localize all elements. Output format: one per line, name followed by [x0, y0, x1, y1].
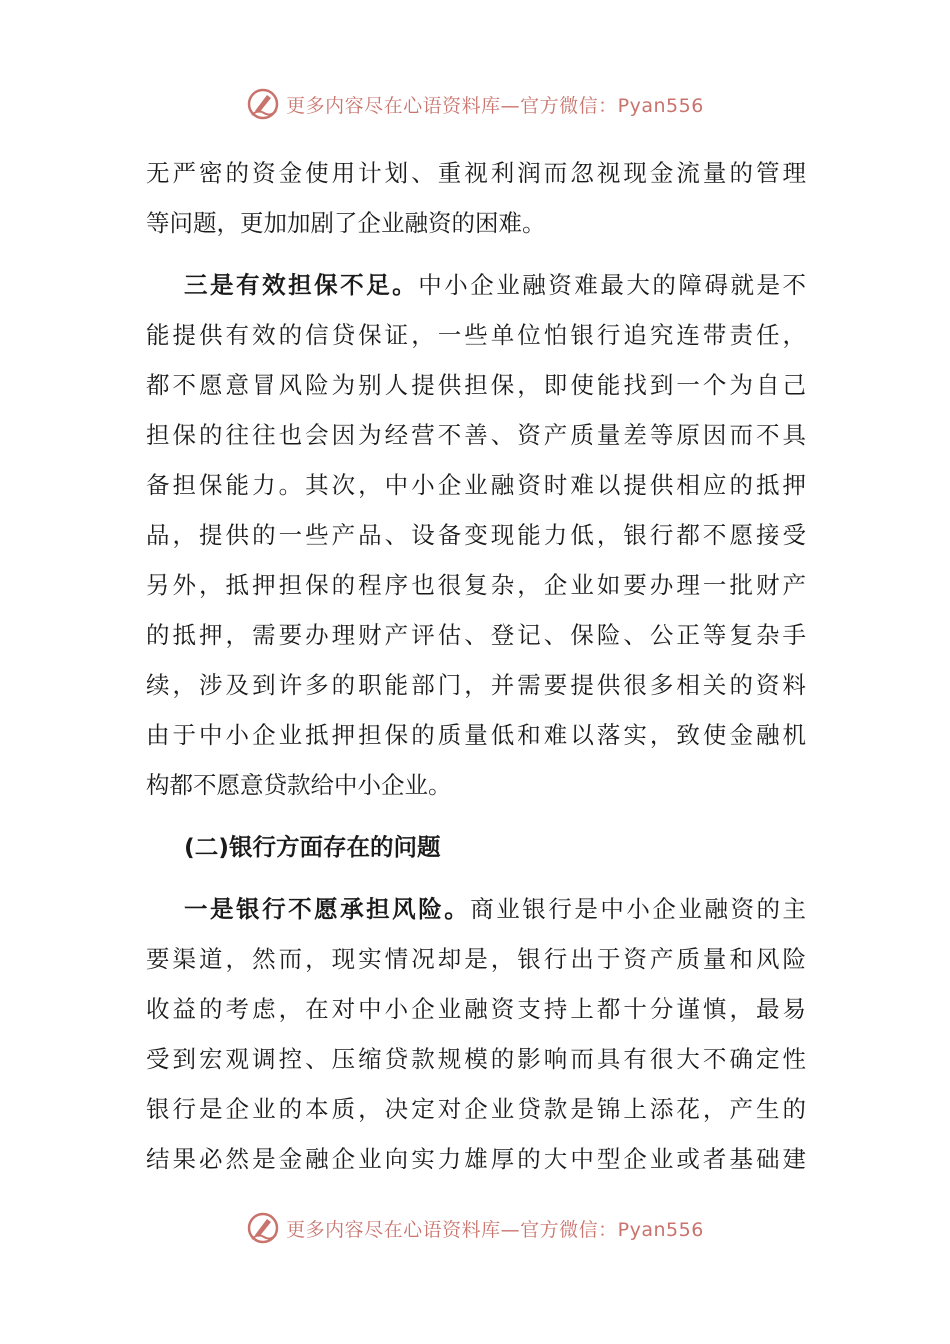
text-span: 商业银行是中小企业融资的主 [470, 895, 807, 923]
brand-logo-icon [246, 87, 280, 121]
watermark-text: 更多内容尽在心语资料库—官方微信：Pyan556 [286, 94, 704, 117]
text-line: 由于中小企业抵押担保的质量低和难以落实，致使金融机 [146, 721, 806, 749]
paragraph-first-line [146, 884, 806, 934]
text-line: 备担保能力。其次，中小企业融资时难以提供相应的抵押 [146, 471, 806, 499]
paragraph-first-line [146, 260, 806, 310]
watermark-header [0, 84, 950, 124]
text-line: 结果必然是金融企业向实力雄厚的大中型企业或者基础建 [146, 1145, 806, 1173]
text-line: 银行是企业的本质，决定对企业贷款是锦上添花，产生的 [146, 1095, 806, 1123]
paragraph-lead-bold: 一是银行不愿承担风险。 [184, 895, 471, 923]
text-line: 的抵押，需要办理财产评估、登记、保险、公正等复杂手 [146, 621, 806, 649]
section-heading: (二)银行方面存在的问题 [184, 833, 441, 861]
paragraph-lead-bold: 三是有效担保不足。 [184, 271, 419, 299]
text-span: 中小企业融资难最大的障碍就是不 [418, 271, 807, 299]
document-body [146, 148, 806, 1184]
text-line: 受到宏观调控、压缩贷款规模的影响而具有很大不确定性 [146, 1045, 806, 1073]
text-line: 品，提供的一些产品、设备变现能力低，银行都不愿接受 [146, 521, 806, 549]
text-line: 都不愿意冒风险为别人提供担保，即使能找到一个为自己 [146, 371, 806, 399]
text-line: 担保的往往也会因为经营不善、资产质量差等原因而不具 [146, 421, 806, 449]
brand-logo-icon [246, 1211, 280, 1245]
watermark-text: 更多内容尽在心语资料库—官方微信：Pyan556 [286, 1218, 704, 1241]
text-line: 无严密的资金使用计划、重视利润而忽视现金流量的管理 [146, 159, 806, 187]
text-line: 另外，抵押担保的程序也很复杂，企业如要办理一批财产 [146, 571, 806, 599]
text-line: 续，涉及到许多的职能部门，并需要提供很多相关的资料 [146, 671, 806, 699]
text-line: 构都不愿意贷款给中小企业。 [146, 771, 452, 799]
text-line: 要渠道，然而，现实情况却是，银行出于资产质量和风险 [146, 945, 806, 973]
watermark-footer [0, 1208, 950, 1248]
text-line: 能提供有效的信贷保证，一些单位怕银行追究连带责任， [146, 321, 806, 349]
text-line: 等问题，更加加剧了企业融资的困难。 [146, 209, 546, 237]
text-line: 收益的考虑，在对中小企业融资支持上都十分谨慎，最易 [146, 995, 806, 1023]
